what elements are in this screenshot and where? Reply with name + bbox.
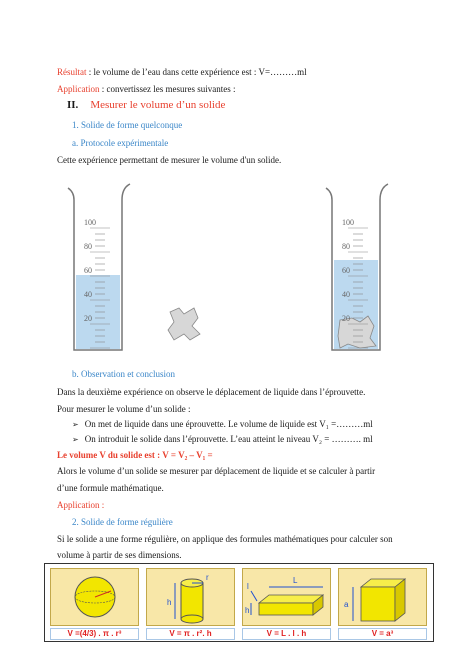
volume-formula-table — [44, 563, 434, 642]
scale-label: 100 — [342, 218, 354, 227]
result-text: : le volume de l’eau dans cette expérience est : V=………ml — [86, 67, 307, 77]
scale-label: 40 — [342, 290, 350, 299]
conclusion-line-1: Alors le volume d’un solide se mesurer par déplacement de liquide et se calculer à partir — [57, 466, 376, 476]
subheading-1b: b. Observation et conclusion — [72, 369, 175, 379]
subheading-1a: a. Protocole expérimentale — [72, 138, 169, 148]
scale-label: 80 — [342, 242, 350, 251]
application-line-1 — [57, 84, 235, 95]
scale-label: 20 — [342, 314, 350, 323]
arrow-bullet-icon: ➢ — [72, 435, 79, 444]
sphere-cell — [50, 568, 139, 626]
cube-cell — [338, 568, 427, 626]
scale-label: 40 — [84, 290, 92, 299]
box-cell — [242, 568, 331, 626]
regular-shape-line-2: volume à partir de ses dimensions. — [57, 550, 182, 560]
box-length-label: L — [293, 576, 298, 585]
intro-text: Cette expérience permettant de mesurer le volume d'un solide. — [57, 155, 282, 165]
section-title: Mesurer le volume d’un solide — [90, 99, 226, 111]
result-label: Résultat — [57, 67, 87, 77]
procedure-intro: Pour mesurer le volume d’un solide : — [57, 404, 191, 414]
bullet-2 — [72, 434, 373, 445]
box-icon — [243, 569, 330, 625]
scale-label: 100 — [84, 218, 96, 227]
box-formula: V = L . l . h — [242, 628, 331, 640]
application-label-2: Application : — [57, 500, 105, 510]
graduated-cylinder-left — [60, 180, 140, 360]
sphere-formula: V =(4/3) . π . r³ — [50, 628, 139, 640]
cylinder-formula: V = π . r². h — [146, 628, 235, 640]
application-label-1: Application — [57, 84, 100, 94]
cube-side-label: a — [344, 600, 349, 609]
cylinder-radius-label: r — [206, 573, 209, 582]
box-width-label: l — [247, 582, 249, 591]
regular-shape-line-1: Si le solide a une forme régulière, on applique des formules mathématiques pour calculer son — [57, 534, 393, 544]
cylinder-cell — [146, 568, 235, 626]
bullet-2-text: On introduit le solide dans l’éprouvette. L’eau atteint le niveau V₂ = ………. ml — [84, 434, 373, 444]
scale-label: 20 — [84, 314, 92, 323]
scale-label: 60 — [84, 266, 92, 275]
section-heading — [67, 100, 225, 111]
subheading-1: 1. Solide de forme quelconque — [72, 120, 183, 130]
section-number: II. — [67, 99, 79, 111]
box-height-label: h — [245, 606, 250, 615]
cube-icon — [339, 569, 426, 625]
irregular-solid — [164, 304, 204, 344]
observation-text: Dans la deuxième expérience on observe le déplacement de liquide dans l’éprouvette. — [57, 387, 366, 397]
conclusion-line-2: d’une formule mathématique. — [57, 483, 164, 493]
bullet-1 — [72, 419, 373, 430]
volume-formula: Le volume V du solide est : V = V₂ – V₁ = — [57, 450, 213, 460]
arrow-bullet-icon: ➢ — [72, 420, 79, 429]
cube-formula: V = a³ — [338, 628, 427, 640]
cylinder-icon — [147, 569, 234, 625]
graduated-cylinder-right — [318, 180, 398, 360]
cylinder-height-label: h — [167, 598, 172, 607]
application-text-1: : convertissez les mesures suivantes : — [99, 84, 236, 94]
scale-label: 60 — [342, 266, 350, 275]
bullet-1-text: On met de liquide dans une éprouvette. Le volume de liquide est V₁ =………ml — [84, 419, 373, 429]
sphere-icon — [51, 569, 138, 625]
subheading-2: 2. Solide de forme régulière — [72, 517, 173, 527]
scale-label: 80 — [84, 242, 92, 251]
result-line — [57, 67, 307, 78]
